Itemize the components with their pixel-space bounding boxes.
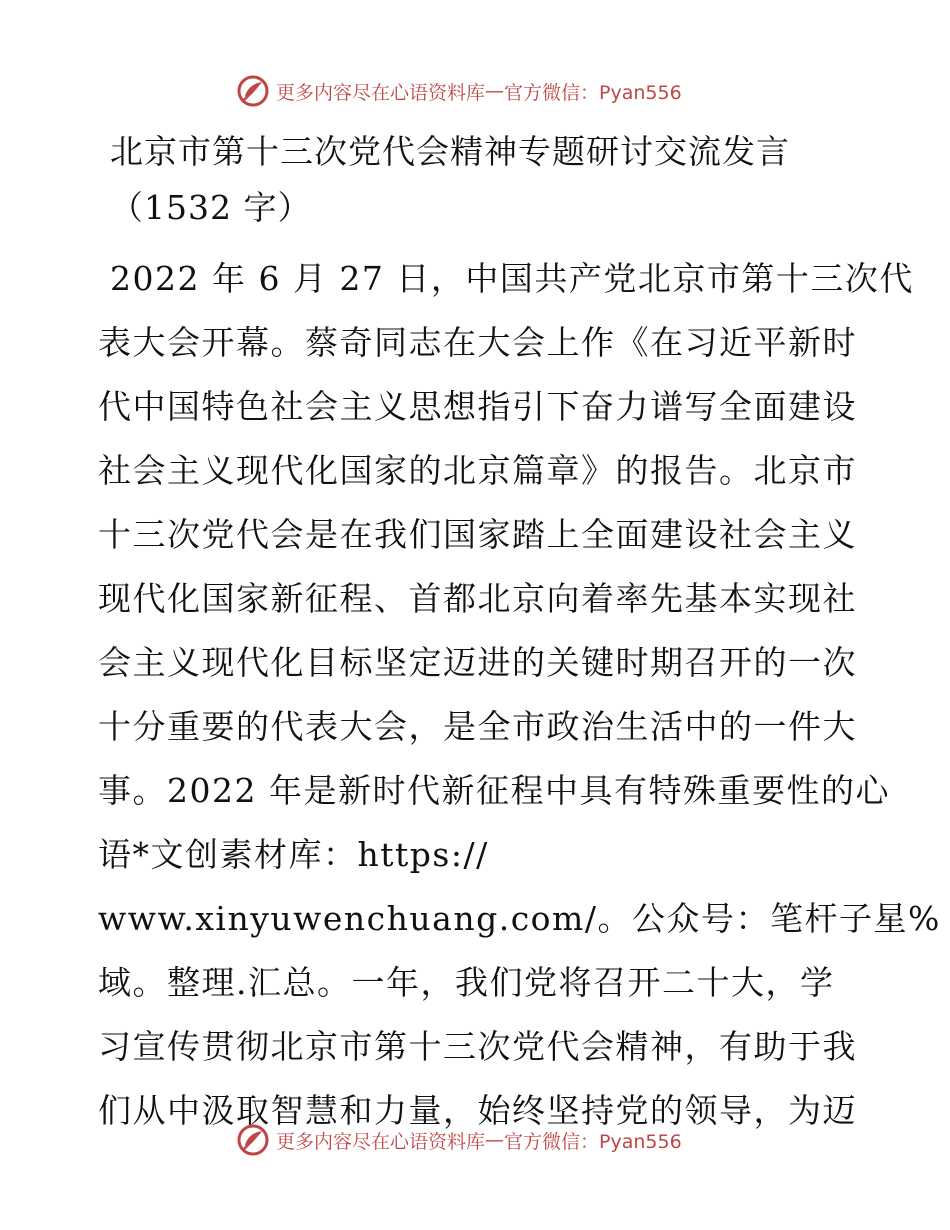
body-line: 代中国特色社会主义思想指引下奋力谱写全面建设 bbox=[98, 387, 857, 426]
body-line: 十分重要的代表大会，是全市政治生活中的一件大 bbox=[98, 707, 857, 746]
header-watermark bbox=[236, 73, 682, 109]
body-line: 们从中汲取智慧和力量，始终坚持党的领导，为迈 bbox=[98, 1091, 857, 1130]
document-body bbox=[98, 247, 941, 1143]
body-line: 社会主义现代化国家的北京篇章》的报告。北京市 bbox=[98, 451, 857, 490]
xinyu-logo-icon bbox=[236, 1123, 270, 1157]
body-line: 语*文创素材库：https:// bbox=[98, 835, 489, 874]
body-line: www.xinyuwenchuang.com/。公众号：笔杆子星% bbox=[98, 899, 941, 938]
watermark-dash: — bbox=[485, 1129, 505, 1151]
body-line: 会主义现代化目标坚定迈进的关键时期召开的一次 bbox=[98, 643, 857, 682]
watermark-text: 更多内容尽在心语资料库 bbox=[276, 1130, 486, 1153]
document-title bbox=[110, 124, 910, 236]
footer-watermark bbox=[236, 1122, 682, 1158]
body-line: 习宣传贯彻北京市第十三次党代会精神，有助于我 bbox=[98, 1027, 857, 1066]
xinyu-logo-icon bbox=[236, 74, 270, 108]
body-line: 表大会开幕。蔡奇同志在大会上作《在习近平新时 bbox=[98, 323, 857, 362]
watermark-dash: — bbox=[485, 80, 505, 102]
watermark-wechat: 官方微信：Pyan556 bbox=[504, 1130, 682, 1153]
title-line-2: （1532 字） bbox=[110, 188, 312, 227]
body-line: 现代化国家新征程、首都北京向着率先基本实现社 bbox=[98, 579, 857, 618]
body-line: 2022 年 6 月 27 日，中国共产党北京市第十三次代 bbox=[110, 259, 914, 298]
title-line-1: 北京市第十三次党代会精神专题研讨交流发言 bbox=[110, 132, 790, 171]
watermark-wechat: 官方微信：Pyan556 bbox=[504, 81, 682, 104]
body-line: 十三次党代会是在我们国家踏上全面建设社会主义 bbox=[98, 515, 857, 554]
body-line: 事。2022 年是新时代新征程中具有特殊重要性的心 bbox=[98, 771, 890, 810]
watermark-text: 更多内容尽在心语资料库 bbox=[276, 81, 486, 104]
body-line: 域。整理.汇总。一年，我们党将召开二十大，学 bbox=[98, 963, 835, 1002]
